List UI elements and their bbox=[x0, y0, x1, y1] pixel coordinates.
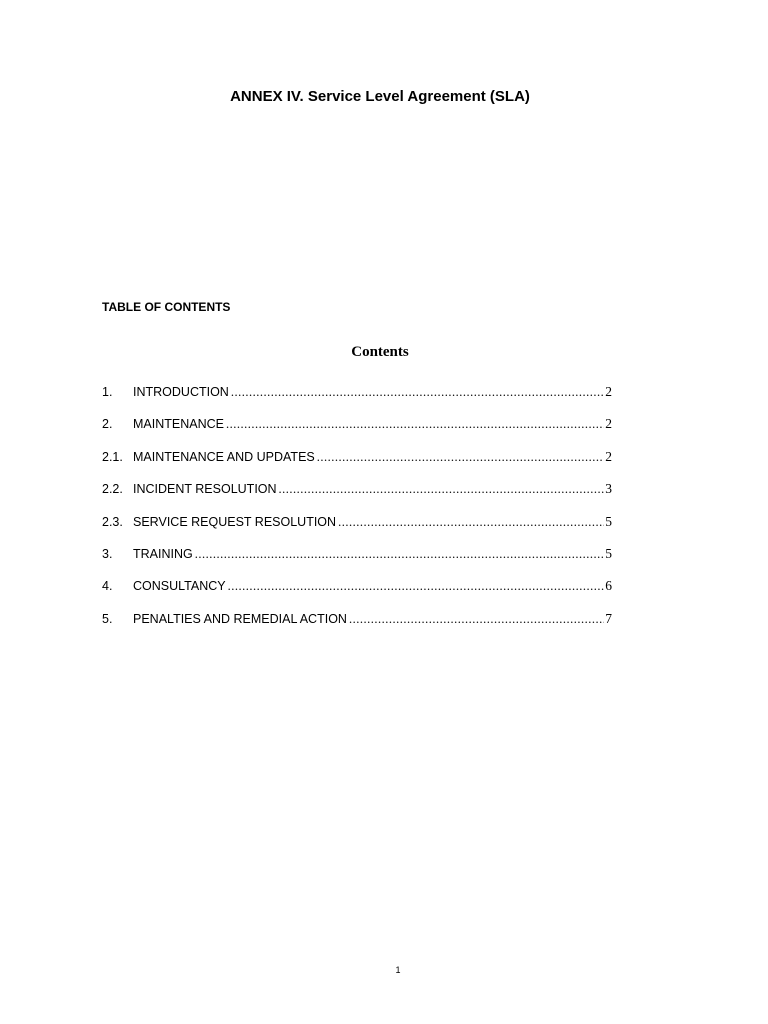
toc-dot-leader bbox=[349, 612, 604, 627]
toc-entry-page: 5 bbox=[605, 513, 612, 529]
toc-entry-page: 2 bbox=[605, 416, 612, 432]
toc-dot-leader bbox=[279, 482, 605, 497]
toc-entry-page: 3 bbox=[605, 481, 612, 497]
toc-entry-number: 2.3. bbox=[102, 514, 123, 529]
toc-entry-page: 2 bbox=[605, 384, 612, 399]
toc-entry-label: INTRODUCTION bbox=[133, 385, 229, 399]
toc-list bbox=[102, 384, 612, 643]
toc-dot-leader bbox=[195, 547, 605, 562]
page-number: 1 bbox=[395, 965, 401, 975]
toc-entry-service-request-resolution[interactable] bbox=[102, 514, 612, 546]
toc-entry-page: 7 bbox=[605, 610, 612, 626]
toc-entry-penalties-and-remedial-action[interactable] bbox=[102, 611, 612, 643]
toc-entry-maintenance-and-updates[interactable] bbox=[102, 449, 612, 481]
toc-dot-leader bbox=[228, 579, 605, 594]
toc-entry-introduction[interactable] bbox=[102, 384, 612, 416]
toc-entry-number: 3. bbox=[102, 546, 113, 561]
toc-entry-number: 2.2. bbox=[102, 482, 123, 497]
toc-dot-leader bbox=[317, 450, 605, 465]
toc-entry-number: 2.1. bbox=[102, 449, 123, 464]
toc-entry-training[interactable] bbox=[102, 546, 612, 578]
toc-entry-number: 2. bbox=[102, 417, 113, 432]
toc-dot-leader bbox=[231, 385, 604, 400]
toc-entry-number: 1. bbox=[102, 385, 113, 399]
toc-entry-label: SERVICE REQUEST RESOLUTION bbox=[133, 514, 337, 529]
toc-entry-page: 6 bbox=[605, 578, 612, 594]
toc-entry-number: 4. bbox=[102, 579, 113, 594]
document-title: ANNEX IV. Service Level Agreement (SLA) bbox=[230, 88, 530, 105]
toc-heading: TABLE OF CONTENTS bbox=[102, 300, 231, 314]
toc-dot-leader bbox=[226, 417, 604, 432]
contents-title: Contents bbox=[351, 344, 409, 360]
toc-entry-number: 5. bbox=[102, 611, 113, 626]
toc-entry-incident-resolution[interactable] bbox=[102, 481, 612, 513]
toc-entry-maintenance[interactable] bbox=[102, 416, 612, 448]
toc-entry-label: PENALTIES AND REMEDIAL ACTION bbox=[133, 611, 347, 626]
toc-entry-label: TRAINING bbox=[133, 546, 193, 561]
toc-dot-leader bbox=[338, 515, 604, 530]
toc-entry-label: MAINTENANCE bbox=[133, 417, 224, 432]
toc-entry-page: 5 bbox=[605, 545, 612, 561]
toc-entry-consultancy[interactable] bbox=[102, 578, 612, 610]
toc-entry-label: INCIDENT RESOLUTION bbox=[133, 482, 277, 497]
toc-entry-label: MAINTENANCE AND UPDATES bbox=[133, 449, 315, 464]
toc-entry-label: CONSULTANCY bbox=[133, 579, 226, 594]
toc-entry-page: 2 bbox=[605, 448, 612, 464]
